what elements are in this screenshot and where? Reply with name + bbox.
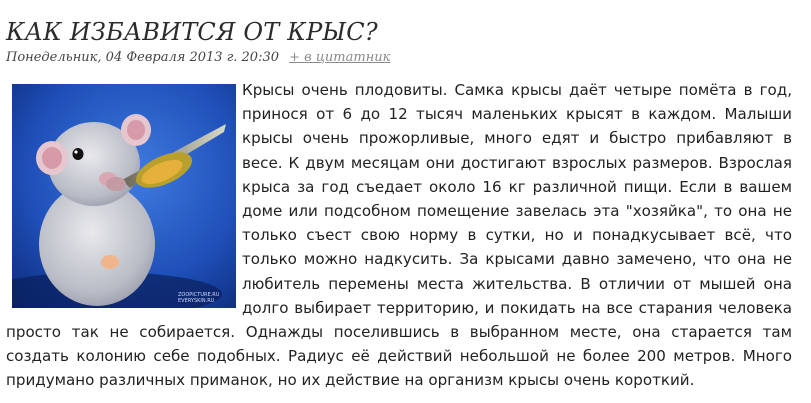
article-paragraph: Крысы очень плодовиты. Самка крысы даёт четыре помёта в год, принося от 6 до 12 тысяч маленьких крысят в каждом. Малыши крысы очень прожорливые, много едят и быстро прибавляют в весе. К двум месяцам они достигают взрослых размеров. Взрослая крыса за год съедает около 16 кг различной пищи. Если в вашем доме или подсобном помещение завелась эта "хозяйка", то она не только съест свою норму в сутки, но и понадкусывает всё, что только можно надкусить. За крысами давно замечено, что она не любитель перемены места жительства. В отличии от мышей она долго выбирает территорию, и покидать на все старания человека просто так не собирается. Однажды поселившись в выбранном месте, она старается там создать колонию себе подобных. Радиус её действий небольшой не более 200 метров. Много придумано различных приманок, но их действие на организм крысы очень короткий.: [6, 81, 792, 390]
article-title: КАК ИЗБАВИТСЯ ОТ КРЫС?: [6, 18, 378, 47]
add-to-quotes-link[interactable]: + в цитатник: [289, 50, 391, 65]
post-meta: [6, 50, 390, 65]
article-body: [6, 78, 792, 393]
image-float-spacer: [6, 78, 242, 308]
svg-text:EVERYSKIN.RU: EVERYSKIN.RU: [178, 298, 215, 304]
post-date: Понедельник, 04 Февраля 2013 г. 20:30: [6, 50, 279, 65]
watermark-text: ZOOPICTURE.RU: [178, 292, 220, 298]
